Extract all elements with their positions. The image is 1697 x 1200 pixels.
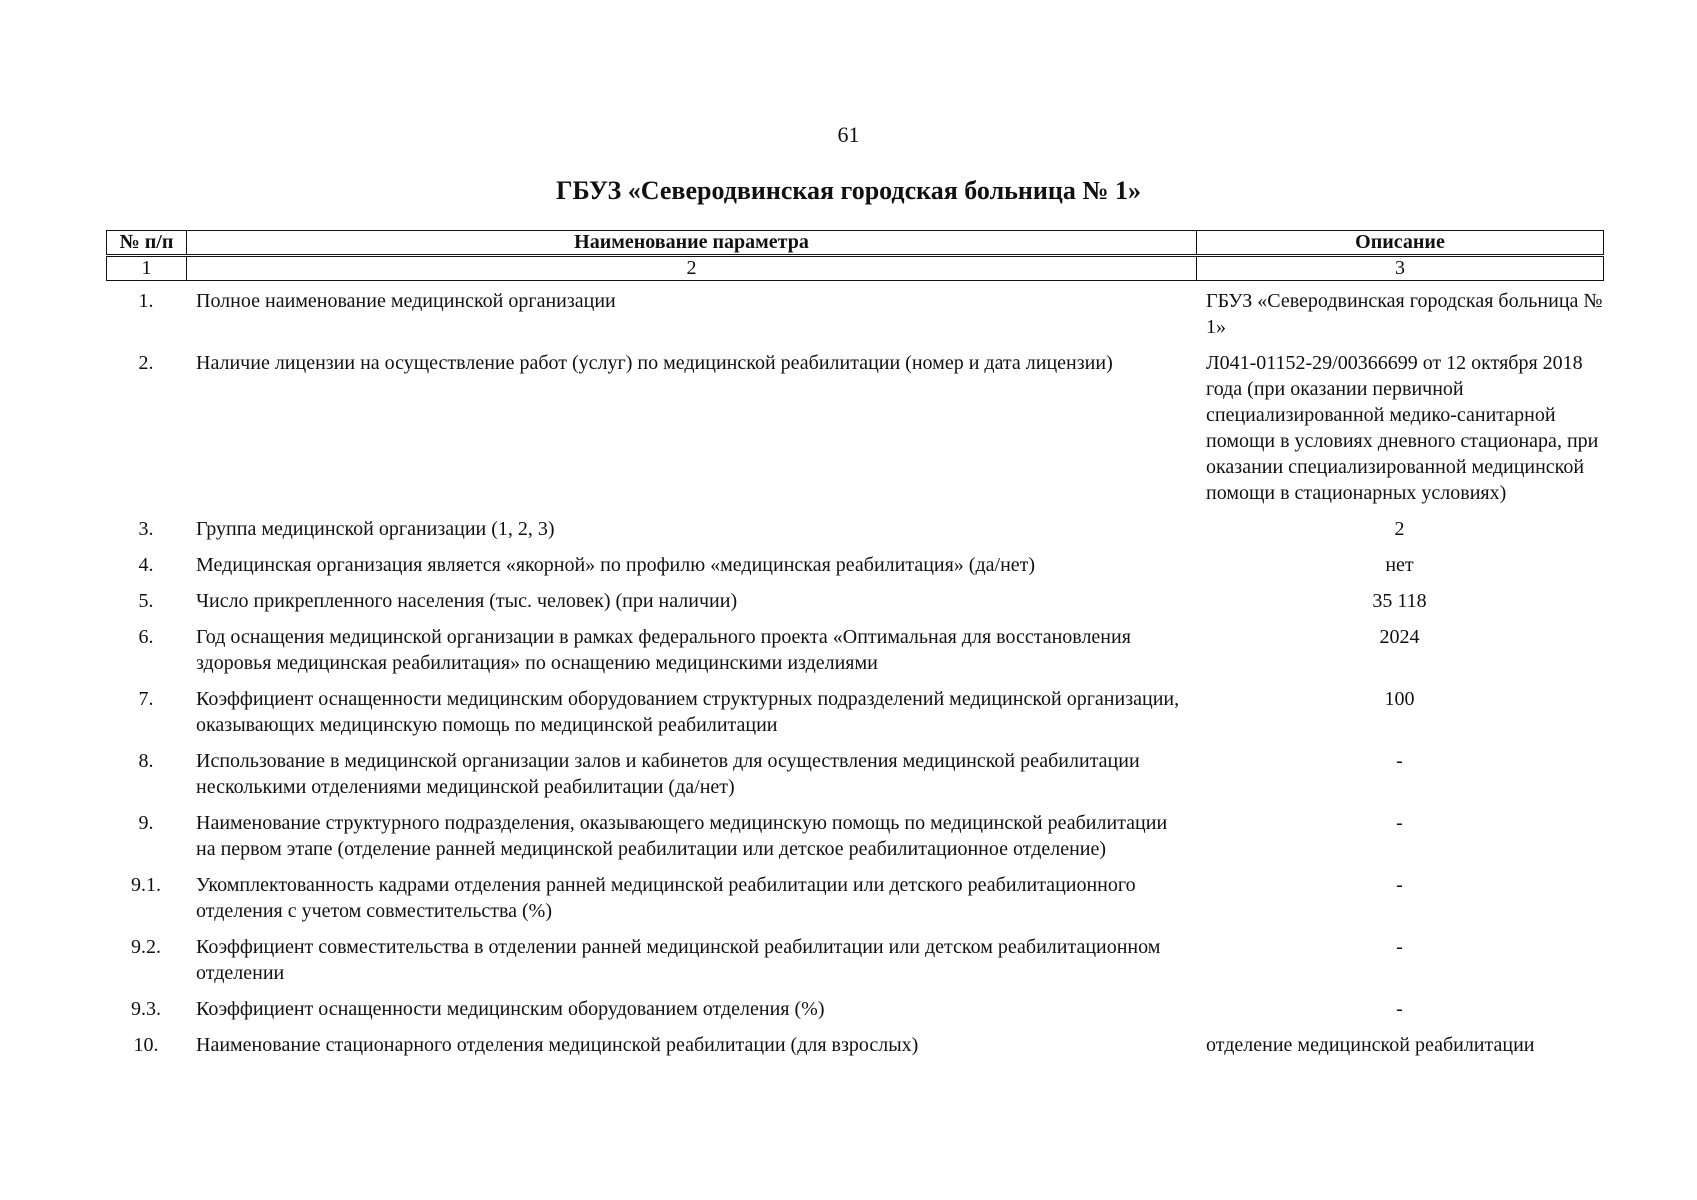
row-number: 8.: [138, 750, 154, 772]
row-description: Л041-01152-29/00366699 от 12 октября 2018 года (при оказании первичной специализированной медико-санитарной помощи в условиях дневного стационара, при оказании специализированной медицинской помощи в стационарных условиях): [1206, 352, 1599, 504]
row-description: нет: [1385, 554, 1414, 576]
table-row: [106, 350, 1603, 516]
row-number: 9.2.: [131, 936, 161, 958]
table-row: [106, 588, 1603, 624]
table-row: [106, 748, 1603, 810]
row-parameter: Коэффициент оснащенности медицинским оборудованием структурных подразделений медицинской организации, оказывающих медицинскую помощь по медицинской реабилитации: [196, 688, 1180, 736]
document-title: ГБУЗ «Северодвинская городская больница № 1»: [556, 176, 1141, 205]
column-number-3: 3: [1197, 256, 1604, 281]
row-parameter: Коэффициент совместительства в отделении ранней медицинской реабилитации или детском реабилитационном отделении: [196, 936, 1161, 984]
header-description: Описание: [1197, 231, 1604, 256]
row-description: -: [1396, 750, 1403, 772]
table-header: [106, 230, 1604, 281]
row-description: 2: [1394, 518, 1405, 540]
row-parameter: Использование в медицинской организации залов и кабинетов для осуществления медицинской реабилитации несколькими отделениями медицинской реабилитации (да/нет): [196, 750, 1140, 798]
row-parameter: Наименование стационарного отделения медицинской реабилитации (для взрослых): [196, 1034, 919, 1056]
row-number: 9.3.: [131, 998, 161, 1020]
table-row: [106, 996, 1603, 1032]
row-parameter: Наименование структурного подразделения, оказывающего медицинскую помощь по медицинской реабилитации на первом этапе (отделение ранней медицинской реабилитации или детское реабилитационное отделение): [196, 812, 1168, 860]
parameters-table-body: [106, 288, 1603, 1068]
row-description: -: [1396, 998, 1403, 1020]
table-row: [106, 1032, 1603, 1068]
row-number: 4.: [138, 554, 154, 576]
table-row: [106, 624, 1603, 686]
table-row: [106, 934, 1603, 996]
parameters-table: [106, 288, 1603, 1068]
row-number: 5.: [138, 590, 154, 612]
row-number: 10.: [133, 1034, 159, 1056]
row-number: 6.: [138, 626, 154, 648]
column-number-row: [107, 256, 1604, 281]
row-description: ГБУЗ «Северодвинская городская больница № 1»: [1206, 290, 1603, 338]
table-row: [106, 288, 1603, 350]
row-number: 7.: [138, 688, 154, 710]
row-parameter: Число прикрепленного населения (тыс. человек) (при наличии): [196, 590, 738, 612]
column-number-2: 2: [187, 256, 1197, 281]
row-parameter: Полное наименование медицинской организации: [196, 290, 616, 312]
table-row: [106, 872, 1603, 934]
row-parameter: Наличие лицензии на осуществление работ (услуг) по медицинской реабилитации (номер и дата лицензии): [196, 352, 1113, 374]
header-parameter: Наименование параметра: [187, 231, 1197, 256]
row-description: 35 118: [1372, 590, 1427, 612]
table-row: [106, 686, 1603, 748]
row-number: 9.: [138, 812, 154, 834]
row-parameter: Группа медицинской организации (1, 2, 3): [196, 518, 555, 540]
header-row: [107, 231, 1604, 256]
row-description: отделение медицинской реабилитации: [1206, 1034, 1535, 1056]
row-number: 1.: [138, 290, 154, 312]
header-number: № п/п: [107, 231, 187, 256]
row-parameter: Медицинская организация является «якорной» по профилю «медицинская реабилитация» (да/нет): [196, 554, 1036, 576]
row-description: -: [1396, 936, 1403, 958]
row-number: 9.1.: [131, 874, 161, 896]
row-description: 100: [1384, 688, 1415, 710]
column-number-1: 1: [107, 256, 187, 281]
table-row: [106, 552, 1603, 588]
row-description: -: [1396, 874, 1403, 896]
row-description: 2024: [1379, 626, 1420, 648]
row-parameter: Год оснащения медицинской организации в рамках федерального проекта «Оптимальная для восстановления здоровья медицинская реабилитация» по оснащению медицинскими изделиями: [196, 626, 1131, 674]
row-description: -: [1396, 812, 1403, 834]
row-parameter: Коэффициент оснащенности медицинским оборудованием отделения (%): [196, 998, 825, 1020]
row-number: 2.: [138, 352, 154, 374]
row-number: 3.: [138, 518, 154, 540]
table-row: [106, 516, 1603, 552]
table-row: [106, 810, 1603, 872]
row-parameter: Укомплектованность кадрами отделения ранней медицинской реабилитации или детского реабилитационного отделения с учетом совместительства (%): [196, 874, 1136, 922]
page-number: 61: [837, 122, 860, 147]
